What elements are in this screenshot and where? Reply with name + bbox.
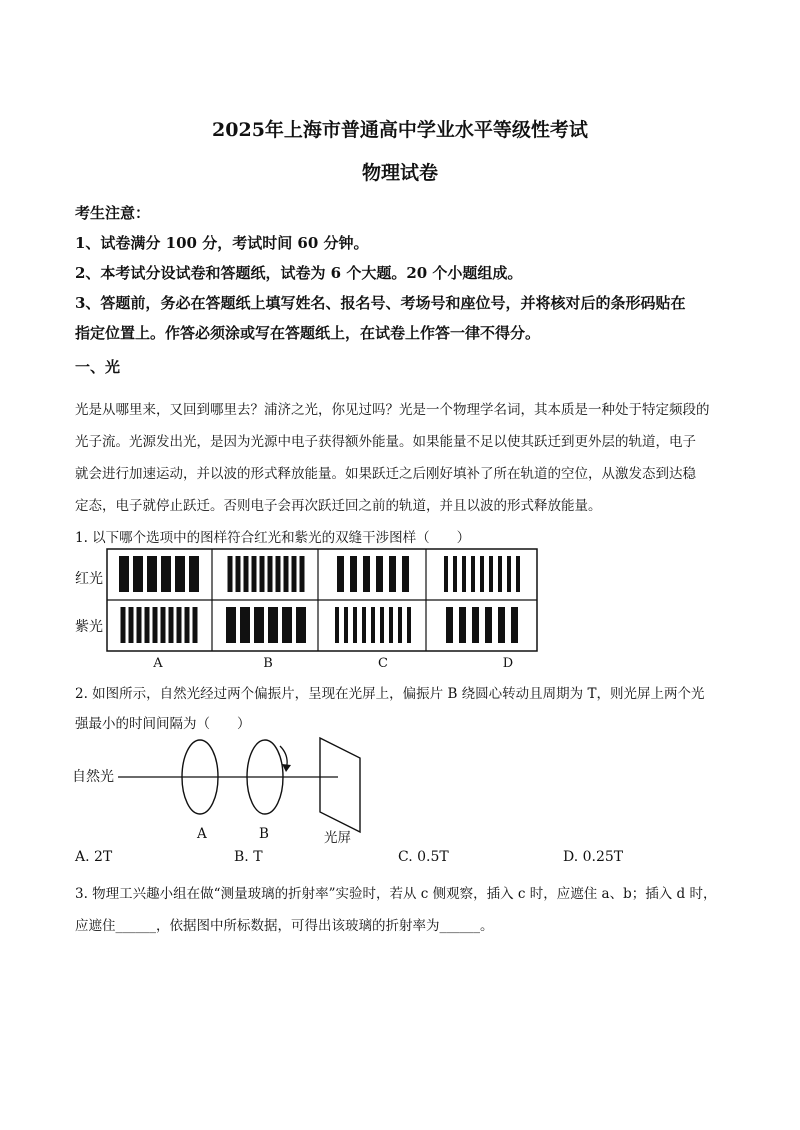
fringe-bar xyxy=(153,607,158,643)
q2-option-d: D. 0.25T xyxy=(563,849,624,865)
fringe-bar xyxy=(511,607,518,643)
passage-line: 就会进行加速运动，并以波的形式释放能量。如果跃迁之后刚好填补了所在轨道的空位，从激发态到达稳 xyxy=(75,466,696,482)
q3-stem-line-2: 应遮住______，依据图中所标数据，可得出该玻璃的折射率为______。 xyxy=(75,918,494,934)
polarizer-b-label: B xyxy=(259,826,269,842)
fringe-bar xyxy=(485,607,492,643)
fringe-bar xyxy=(344,607,348,643)
exam-subtitle: 物理试卷 xyxy=(361,162,438,184)
fringe-bar xyxy=(480,556,484,592)
exam-title: 2025年上海市普通高中学业水平等级性考试 xyxy=(212,119,588,141)
fringe-bar xyxy=(353,607,357,643)
q1-row-label-red: 红光 xyxy=(75,571,103,587)
passage-line: 光子流。光源发出光，是因为光源中电子获得额外能量。如果能量不足以使其跃迁到更外层的轨道，电子 xyxy=(75,434,696,450)
fringe-bar xyxy=(284,556,289,592)
q2-option-c: C. 0.5T xyxy=(398,849,449,865)
fringe-bar xyxy=(371,607,375,643)
fringe-bar xyxy=(145,607,150,643)
notice-heading: 考生注意： xyxy=(75,204,151,222)
fringe-bar xyxy=(335,607,339,643)
fringe-bar xyxy=(169,607,174,643)
fringe-bar xyxy=(498,607,505,643)
q1-row-label-violet: 紫光 xyxy=(75,619,103,635)
fringe-bar xyxy=(300,556,305,592)
fringe-bar xyxy=(516,556,520,592)
fringe-bar xyxy=(453,556,457,592)
q1-col-label-d: D xyxy=(502,656,514,671)
notice-item-1: 1、试卷满分 100 分，考试时间 60 分钟。 xyxy=(75,234,369,252)
fringe-bar xyxy=(121,607,126,643)
fringe-bar xyxy=(471,556,475,592)
fringe-bar xyxy=(175,556,185,592)
fringe-bar xyxy=(260,556,265,592)
fringe-bar xyxy=(185,607,190,643)
screen-shape xyxy=(320,738,360,832)
fringe-bar xyxy=(380,607,384,643)
screen-label: 光屏 xyxy=(324,830,351,846)
q1-col-label-b: B xyxy=(263,656,273,671)
passage-line: 定态，电子就停止跃迁。否则电子会再次跃迁回之前的轨道，并且以波的形式释放能量。 xyxy=(75,498,602,514)
notice-item-3-line-2: 指定位置上。作答必须涂或写在答题纸上，在试卷上作答一律不得分。 xyxy=(75,324,541,342)
fringe-bar xyxy=(489,556,493,592)
fringe-bar xyxy=(189,556,199,592)
q1-col-label-c: C xyxy=(378,656,388,671)
q2-stem-line-2: 强最小的时间间隔为（ ） xyxy=(75,716,251,732)
fringe-bar xyxy=(498,556,502,592)
fringe-bar xyxy=(363,556,370,592)
polarizer-a-label: A xyxy=(197,826,207,842)
fringe-bar xyxy=(292,556,297,592)
fringe-bar xyxy=(193,607,198,643)
fringe-bar xyxy=(389,607,393,643)
fringe-bar xyxy=(276,556,281,592)
notice-item-3-line-1: 3、答题前，务必在答题纸上填写姓名、报名号、考场号和座位号，并将核对后的条形码贴在 xyxy=(75,294,686,312)
fringe-bar xyxy=(459,607,466,643)
q2-option-a: A. 2T xyxy=(75,849,113,865)
fringe-bar xyxy=(177,607,182,643)
fringe-bar xyxy=(161,607,166,643)
fringe-bar xyxy=(389,556,396,592)
fringe-bar xyxy=(472,607,479,643)
fringe-bar xyxy=(350,556,357,592)
fringe-bar xyxy=(407,607,411,643)
fringe-bar xyxy=(376,556,383,592)
q3-stem-line-1: 3. 物理工兴趣小组在做“测量玻璃的折射率”实验时，若从 c 侧观察，插入 c 时，应遮住 a、b；插入 d 时， xyxy=(75,886,717,902)
fringe-bar xyxy=(507,556,511,592)
q1-col-label-a: A xyxy=(153,656,163,671)
fringe-bar xyxy=(226,607,236,643)
q2-option-b: B. T xyxy=(234,849,263,865)
fringe-bar xyxy=(236,556,241,592)
fringe-bar xyxy=(398,607,402,643)
q2-stem-line-1: 2. 如图所示，自然光经过两个偏振片，呈现在光屏上，偏振片 B 绕圆心转动且周期为 T，则光屏上两个光 xyxy=(75,686,705,702)
fringe-bar xyxy=(129,607,134,643)
fringe-bar xyxy=(268,607,278,643)
fringe-bar xyxy=(119,556,129,592)
fringe-bar xyxy=(137,607,142,643)
fringe-bar xyxy=(362,607,366,643)
fringe-bar xyxy=(254,607,264,643)
fringe-bar xyxy=(228,556,233,592)
fringe-bar xyxy=(402,556,409,592)
passage-line: 光是从哪里来，又回到哪里去？浦济之光，你见过吗？光是一个物理学名词，其本质是一种处于特定频段的 xyxy=(75,402,710,418)
fringe-bar xyxy=(444,556,448,592)
fringe-bar xyxy=(240,607,250,643)
interference-pattern-figure xyxy=(106,548,538,652)
fringe-bar xyxy=(161,556,171,592)
notice-item-2: 2、本考试分设试卷和答题纸，试卷为 6 个大题。20 个小题组成。 xyxy=(75,264,523,282)
fringe-bar xyxy=(296,607,306,643)
fringe-bar xyxy=(337,556,344,592)
fringe-bar xyxy=(252,556,257,592)
fringe-bar xyxy=(268,556,273,592)
fringe-bar xyxy=(446,607,453,643)
q1-stem: 1. 以下哪个选项中的图样符合红光和紫光的双缝干涉图样（ ） xyxy=(75,530,471,546)
fringe-bar xyxy=(133,556,143,592)
fringe-bar xyxy=(244,556,249,592)
fringe-bar xyxy=(282,607,292,643)
section-heading: 一、光 xyxy=(75,358,121,376)
natural-light-label: 自然光 xyxy=(72,769,114,785)
fringe-bar xyxy=(147,556,157,592)
fringe-bar xyxy=(462,556,466,592)
